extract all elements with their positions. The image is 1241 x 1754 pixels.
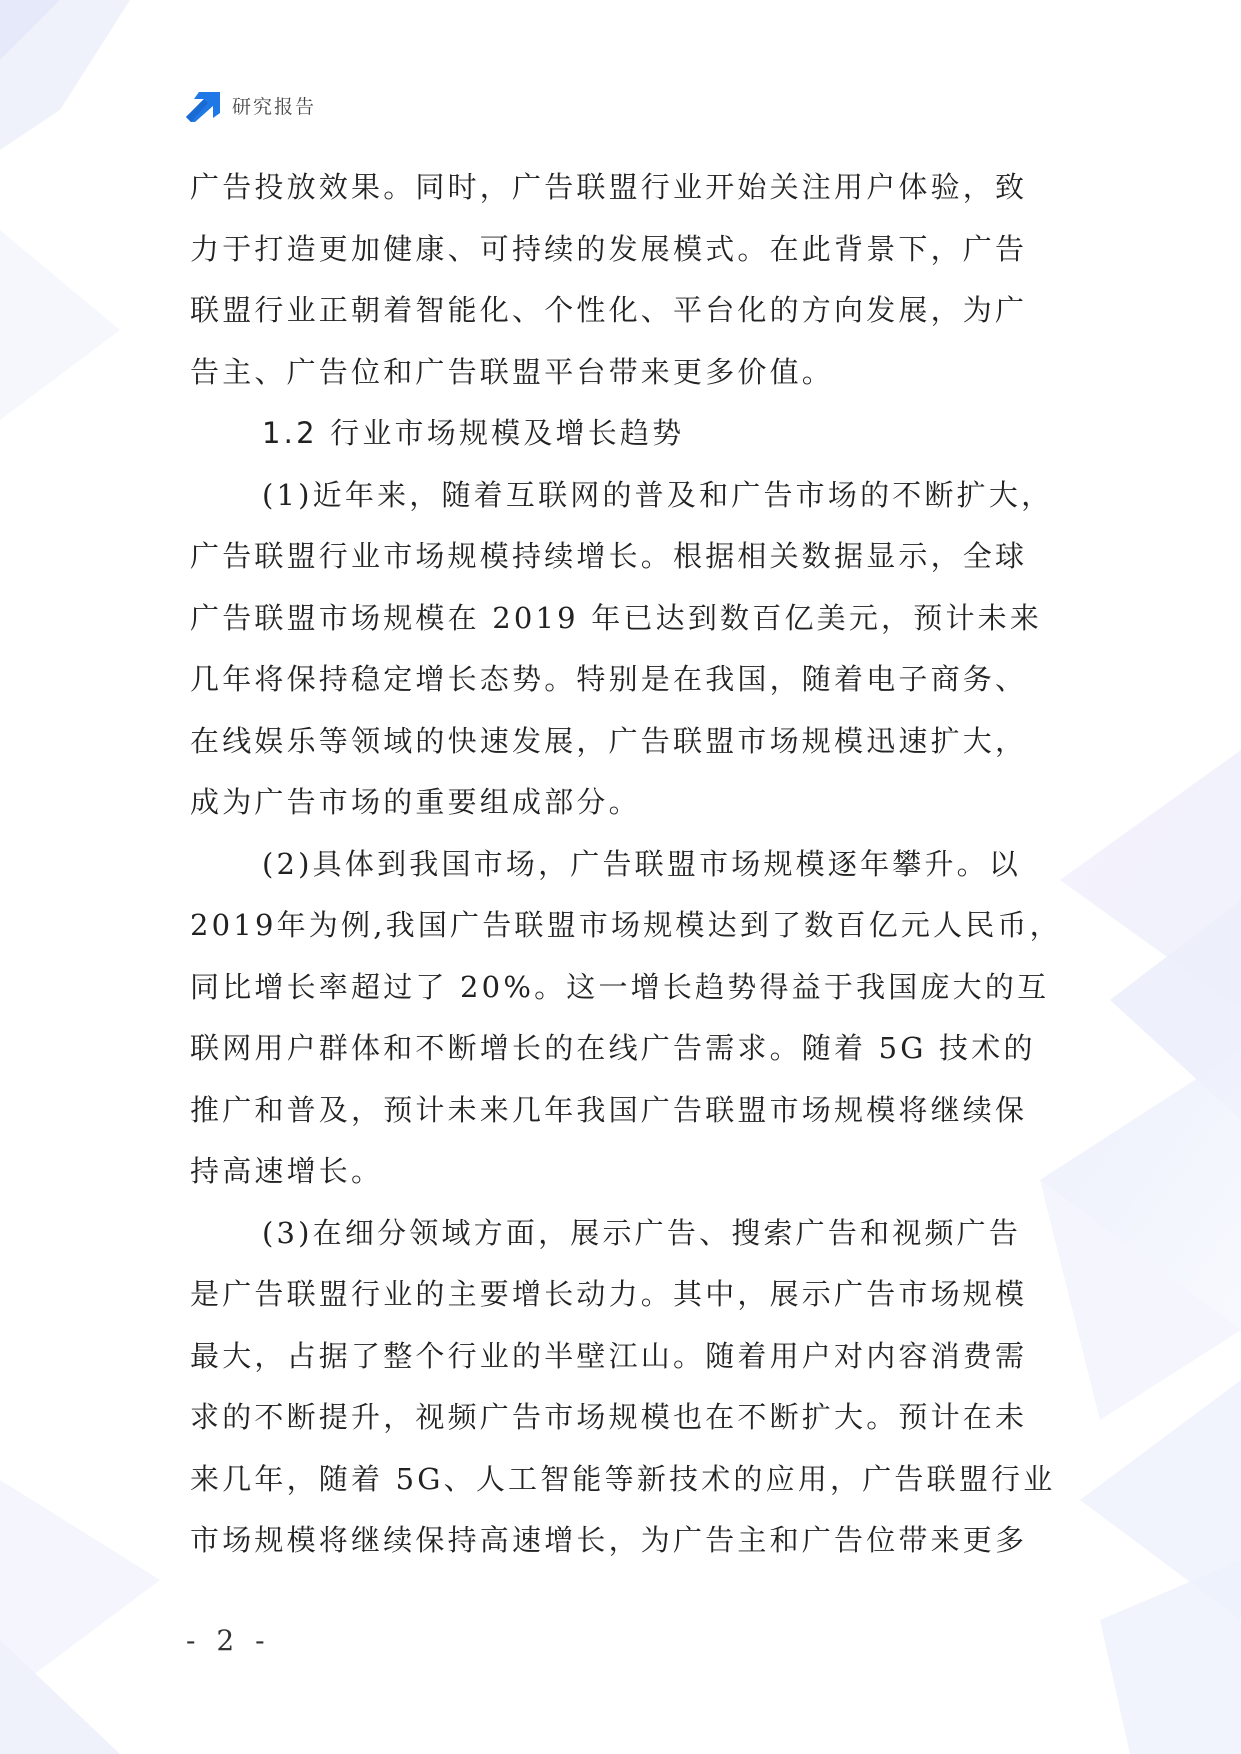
report-header — [186, 88, 316, 122]
header-title: 研究报告 — [232, 95, 317, 118]
paragraph-line: 成为广告市场的重要组成部分。 — [190, 785, 641, 819]
document-body — [190, 157, 1070, 1572]
paragraph-line: 来几年，随着 5G、人工智能等新技术的应用，广告联盟行业 — [190, 1461, 1056, 1496]
paragraph-line: 广告投放效果。同时，广告联盟行业开始关注用户体验，致 — [190, 170, 1028, 204]
page-number: - 2 - — [186, 1624, 271, 1657]
paragraph-line: 几年将保持稳定增长态势。特别是在我国，随着电子商务、 — [190, 662, 1028, 696]
paragraph-line: 推广和普及，预计未来几年我国广告联盟市场规模将继续保 — [190, 1092, 1028, 1127]
paragraph-line: 2019年为例,我国广告联盟市场规模达到了数百亿元人民币， — [190, 908, 1062, 942]
paragraph-line: 最大，占据了整个行业的半壁江山。随着用户对内容消费需 — [190, 1338, 1028, 1373]
paragraph-line: 求的不断提升，视频广告市场规模也在不断扩大。预计在未 — [190, 1400, 1028, 1434]
paragraph-line: 广告联盟行业市场规模持续增长。根据相关数据显示，全球 — [190, 539, 1028, 573]
paragraph-line: 在线娱乐等领域的快速发展，广告联盟市场规模迅速扩大， — [190, 723, 1028, 758]
paragraph-line: 广告联盟市场规模在 2019 年已达到数百亿美元，预计未来 — [190, 600, 1043, 635]
paragraph-line: 持高速增长。 — [190, 1154, 384, 1188]
paragraph-line: 告主、广告位和广告联盟平台带来更多价值。 — [190, 354, 835, 389]
paragraph-line: 力于打造更加健康、可持续的发展模式。在此背景下，广告 — [190, 231, 1028, 266]
paragraph-line: 同比增长率超过了 20%。这一增长趋势得益于我国庞大的互 — [190, 969, 1050, 1004]
paragraph-line: (2)具体到我国市场，广告联盟市场规模逐年攀升。以 — [262, 846, 1022, 881]
paragraph-line: 联盟行业正朝着智能化、个性化、平台化的方向发展，为广 — [190, 293, 1028, 327]
section-heading: 1.2 行业市场规模及增长趋势 — [262, 416, 685, 450]
paragraph-line: (3)在细分领域方面，展示广告、搜索广告和视频广告 — [262, 1215, 1022, 1250]
paragraph-line: 联网用户群体和不断增长的在线广告需求。随着 5G 技术的 — [190, 1031, 1036, 1065]
paragraph-line: 是广告联盟行业的主要增长动力。其中，展示广告市场规模 — [190, 1277, 1028, 1311]
paragraph-line: (1)近年来，随着互联网的普及和广告市场的不断扩大， — [262, 477, 1054, 512]
paragraph-line: 市场规模将继续保持高速增长，为广告主和广告位带来更多 — [190, 1523, 1028, 1557]
arrow-up-right-icon — [186, 88, 220, 122]
